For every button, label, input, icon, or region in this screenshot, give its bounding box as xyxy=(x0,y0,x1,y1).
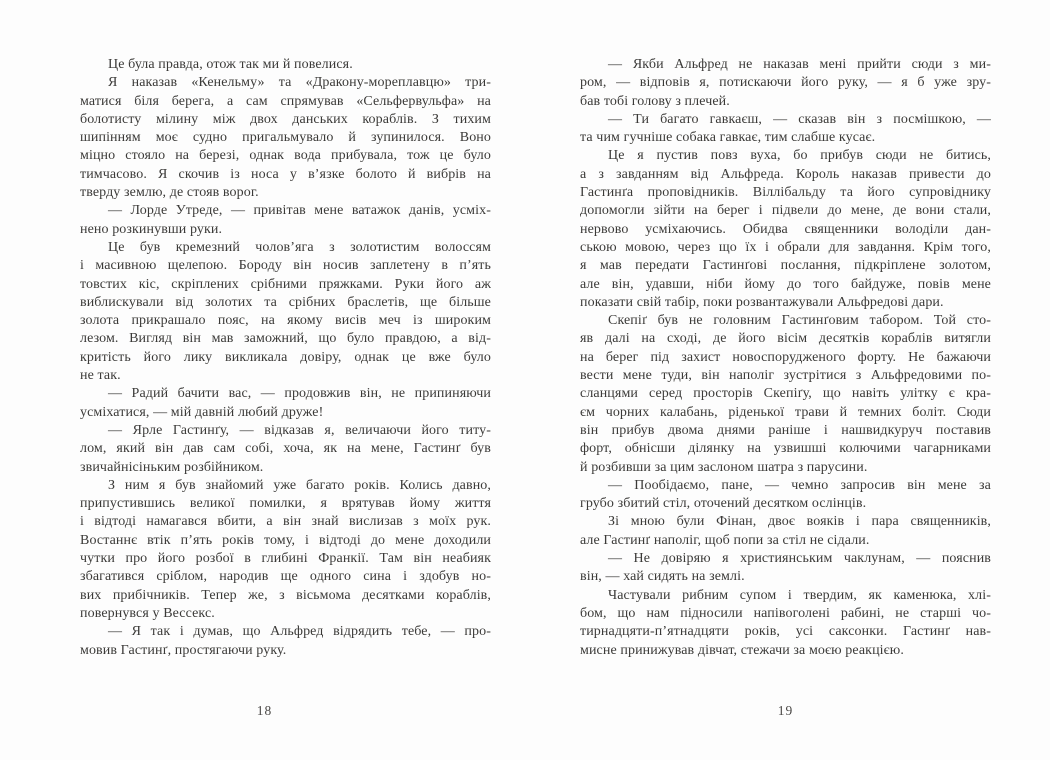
text-line: — Ти багато гавкаєш, — сказав він з посмішкою, — xyxy=(608,111,991,127)
text-line: грубо збитий стіл, оточений десятком ослінців. xyxy=(580,496,867,512)
text-line: показати свій табір, поки розвантажували Альфредові дари. xyxy=(580,294,944,310)
text-line: лом, який він дав сам собі, хоча, як на мене, Гастинґ був xyxy=(80,441,491,457)
text-line: але він, удавши, ніби йому до того байдуже, повів мене xyxy=(580,276,991,292)
text-line: та чим гучніше собака гавкає, тим слабше кусає. xyxy=(580,130,876,146)
text-line: — Лорде Утреде, — привітав мене ватажок данів, усміх- xyxy=(108,203,491,219)
text-line: Це я пустив повз вуха, бо прибув сюди не битись, xyxy=(608,148,991,164)
text-line: Востаннє втік п’ять років тому, і відтоді до мене доходили xyxy=(80,532,491,548)
text-line: болотисту мілину між двох данських кораблів. З тихим xyxy=(80,111,491,127)
text-line: матися біля берега, а сам спрямував «Сельфервульфа» на xyxy=(80,93,491,109)
text-line: лезом. Вигляд він мав заможний, що було правдою, а від- xyxy=(80,331,491,347)
text-line: чутки про його розбої в глибині Франкії. Там він неабияк xyxy=(80,551,491,567)
text-line: не так. xyxy=(80,368,121,384)
text-line: але Гастинґ наполіг, щоб попи за стіл не сідали. xyxy=(580,532,870,548)
text-line: нервово усміхаючись. Обидва священники володіли дан- xyxy=(580,221,991,237)
text-line: тверду землю, де стояв ворог. xyxy=(80,185,259,201)
text-line: виблискували від золотих та срібних браслетів, ще більше xyxy=(80,294,491,310)
text-line: яв далі на сході, де його вісім десятків кораблів витягли xyxy=(580,331,991,347)
page-left-number: 18 xyxy=(256,703,273,718)
text-line: бом, що нам підносили напівоголені рабині, не старші чо- xyxy=(580,605,991,621)
text-line: Скепіґ був не головним Гастинґовим табором. Той сто- xyxy=(608,313,991,329)
text-line: я мав передати Гастинґові послання, підкріплене золотом, xyxy=(580,258,991,274)
text-line: — Якби Альфред не наказав мені прийти сюди з ми- xyxy=(608,57,991,72)
text-line: бав тобі голову з плечей. xyxy=(580,93,730,109)
text-line: Зі мною були Фінан, двоє вояків і пара священників, xyxy=(608,514,991,530)
text-line: він прибув двома днями раніше і нашвидкуруч поставив xyxy=(580,422,991,438)
text-line: Це був кремезний чолов’яга з золотистим волоссям xyxy=(108,239,491,255)
text-line: усміхатися, — мій давній любий друже! xyxy=(80,404,324,420)
text-line: — Пообідаємо, пане, — чемно запросив він мене за xyxy=(608,477,991,493)
page-right-number: 19 xyxy=(777,703,794,718)
text-line: допомогли зійти на берег і підвели до мене, де вони стали, xyxy=(580,203,991,219)
text-line: припустившись великої помилки, я врятував йому життя xyxy=(80,496,491,512)
text-line: міцно стояло на березі, однак вода прибувала, тож це було xyxy=(80,148,491,164)
text-line: єм чорних калабань, ріденької трави й темних боліт. Сюди xyxy=(580,404,991,420)
text-line: форт, обнісши ділянку на узвишші колючими чагарниками xyxy=(580,441,991,457)
text-line: критість його лику викликала довіру, однак це вже було xyxy=(80,349,491,365)
text-line: З ним я був знайомий уже багато років. Колись давно, xyxy=(108,477,491,493)
text-line: товстих кіс, скріплених срібними пряжками. Руки його аж xyxy=(80,276,491,292)
text-line: мовив Гастинґ, простягаючи руку. xyxy=(80,642,287,658)
text-line: Я наказав «Кенельму» та «Дракону-мореплавцю» три- xyxy=(108,75,491,91)
text-line: повернувся у Вессекс. xyxy=(80,605,215,621)
text-line: шипінням моє судно пригальмувало й зупинилося. Воно xyxy=(80,130,491,146)
text-line: Гастинґа проповідників. Віллібальду та його супровіднику xyxy=(580,185,991,201)
text-line: нено розкинувши руки. xyxy=(80,221,223,237)
text-line: збагатився сріблом, народив ще одного сина і здобув но- xyxy=(80,569,491,585)
text-line: звичайнісіньким розбійником. xyxy=(80,459,264,475)
text-line: ром, — відповів я, потискаючи його руку, — я б уже зру- xyxy=(580,75,991,91)
text-line: вих прибічників. Тепер же, з вісьмома десятками кораблів, xyxy=(80,587,491,603)
page-left-text xyxy=(80,56,491,660)
text-line: він, — хай сидять на землі. xyxy=(580,569,745,585)
text-line: тимчасово. Я скочив із носа у в’язке болото й вибрів на xyxy=(80,166,491,182)
page-right-text xyxy=(580,56,991,660)
text-line: — Радий бачити вас, — продовжив він, не припиняючи xyxy=(108,386,491,402)
text-line: — Я так і думав, що Альфред відрядить тебе, — про- xyxy=(108,624,491,640)
text-line: золота прикрашало пояс, на якому висів меч із широким xyxy=(80,313,491,329)
text-line: мисне принижував дівчат, стежачи за моєю реакцією. xyxy=(580,642,904,658)
text-line: а з завданням від Альфреда. Король наказав привести до xyxy=(580,166,991,182)
text-line: Частували рибним супом і твердим, як каменюка, хлі- xyxy=(608,587,991,603)
text-line: на берег під захист новоспорудженого форту. Не бажаючи xyxy=(580,349,991,365)
text-line: і масивною щелепою. Бороду він носив заплетену в п’ять xyxy=(80,258,491,274)
text-line: — Не довіряю я християнським чаклунам, — пояснив xyxy=(608,551,991,567)
text-line: і відтоді намагався вбити, а він знай вислизав з моїх рук. xyxy=(80,514,491,530)
text-line: вести мене туди, він наполіг зустрітися з Альфредовими по- xyxy=(580,368,991,384)
text-line: — Ярле Гастинґу, — відказав я, величаючи його титу- xyxy=(108,422,491,438)
text-line: Це була правда, отож так ми й повелися. xyxy=(108,57,353,72)
text-line: й розбивши за цим заслоном шатра з парусини. xyxy=(580,459,868,475)
text-line: сланцями серед просторів Скепіґу, що навіть улітку є кра- xyxy=(580,386,991,402)
text-line: тирнадцяти-п’ятнадцяти років, усі саксонки. Гастинґ нав- xyxy=(580,624,991,640)
text-line: ською мовою, через що їх і обрали для завдання. Крім того, xyxy=(580,239,991,255)
